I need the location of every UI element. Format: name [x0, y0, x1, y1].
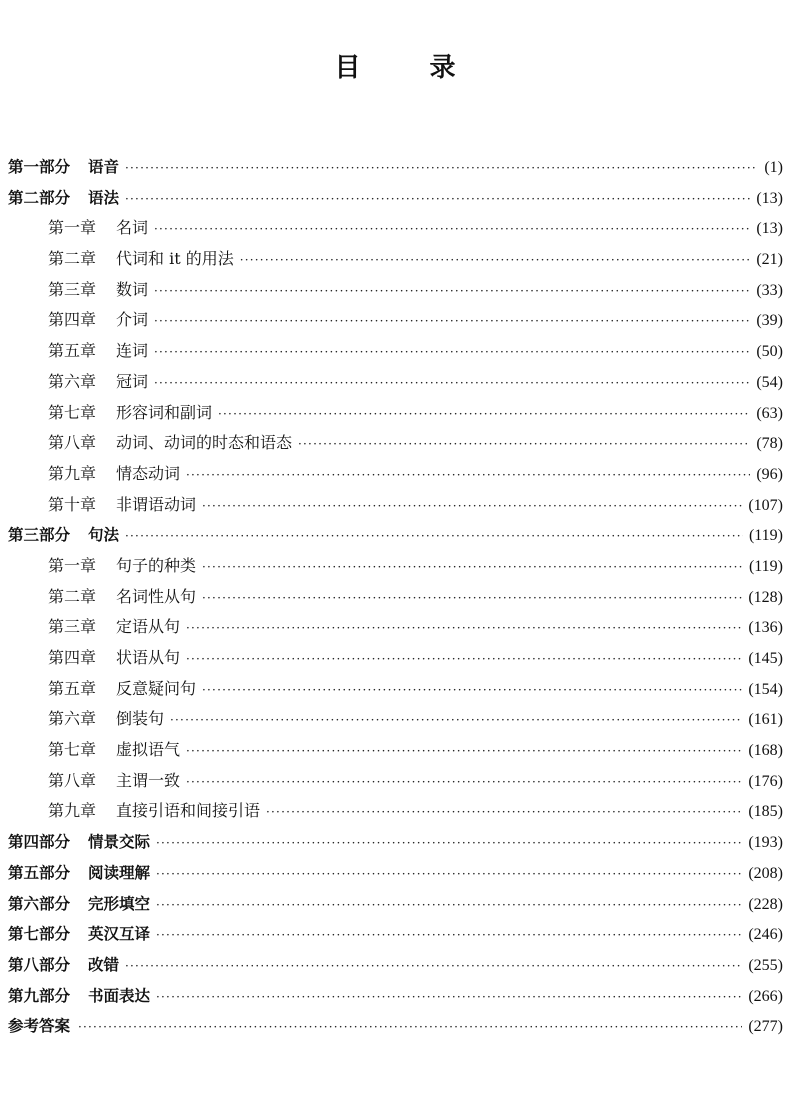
toc-chapter-entry[interactable] — [8, 796, 783, 827]
dot-leader — [186, 767, 742, 798]
chapter-number: 第八章 — [48, 770, 97, 790]
dot-leader — [266, 797, 742, 828]
chapter-number: 第六章 — [48, 371, 97, 391]
chapter-number: 第六章 — [48, 709, 97, 729]
toc-chapter-entry[interactable] — [8, 490, 783, 521]
dot-leader — [186, 613, 742, 644]
page-number: (136) — [748, 619, 783, 637]
dot-leader — [202, 583, 742, 614]
answers-label: 参考答案 — [8, 1017, 71, 1036]
entry-title: 数词 — [116, 279, 149, 299]
entry-title: 阅读理解 — [88, 863, 151, 882]
dot-leader — [156, 920, 742, 951]
dot-leader — [154, 214, 750, 245]
toc-answers-entry[interactable] — [8, 1011, 783, 1042]
entry-title: 虚拟语气 — [116, 740, 181, 760]
toc-chapter-entry[interactable] — [8, 735, 783, 766]
page-number: (145) — [748, 650, 783, 667]
page-number: (176) — [748, 772, 783, 790]
entry-title: 连词 — [116, 341, 149, 361]
part-number: 第一部分 — [8, 158, 71, 176]
toc-chapter-entry[interactable] — [8, 244, 783, 275]
page-number: (119) — [748, 557, 783, 575]
entry-title: 代词和 it 的用法 — [116, 249, 234, 269]
chapter-number: 第五章 — [48, 678, 97, 698]
entry-title: 直接引语和间接引语 — [116, 801, 261, 821]
entry-title: 名词性从句 — [116, 586, 197, 606]
page-number: (246) — [748, 926, 783, 944]
page-number: (128) — [748, 588, 783, 606]
chapter-number: 第二章 — [48, 249, 97, 269]
chapter-number: 第三章 — [48, 617, 97, 637]
entry-title: 介词 — [116, 310, 149, 330]
entry-title: 语音 — [88, 158, 120, 176]
page-number: (21) — [756, 251, 783, 269]
dot-leader — [202, 675, 742, 706]
page-number: (266) — [748, 987, 783, 1005]
dot-leader — [202, 491, 742, 522]
dot-leader — [125, 521, 743, 552]
entry-title: 情态动词 — [116, 463, 181, 483]
chapter-number: 第八章 — [48, 433, 97, 453]
dot-leader — [156, 982, 742, 1013]
chapter-number: 第七章 — [48, 402, 97, 422]
dot-leader — [298, 429, 750, 460]
dot-leader — [78, 1012, 742, 1043]
page-number: (208) — [748, 864, 783, 882]
entry-title: 形容词和副词 — [116, 402, 213, 422]
part-number: 第五部分 — [8, 863, 71, 882]
toc-chapter-entry[interactable] — [8, 213, 783, 244]
toc-chapter-entry[interactable] — [8, 336, 783, 367]
dot-leader — [125, 184, 750, 215]
dot-leader — [170, 705, 742, 736]
part-number: 第七部分 — [8, 925, 71, 944]
page-number: (63) — [756, 404, 783, 422]
dot-leader — [154, 306, 750, 337]
dot-leader — [125, 153, 758, 184]
chapter-number: 第五章 — [48, 341, 97, 361]
entry-title: 非谓语动词 — [116, 494, 197, 514]
part-number: 第三部分 — [8, 526, 71, 545]
part-number: 第八部分 — [8, 955, 71, 974]
entry-title: 改错 — [88, 955, 120, 974]
entry-title: 倒装句 — [116, 709, 165, 729]
entry-title: 情景交际 — [88, 833, 151, 852]
toc-chapter-entry[interactable] — [8, 367, 783, 398]
page-number: (1) — [764, 159, 783, 176]
chapter-number: 第三章 — [48, 279, 97, 299]
entry-title: 英汉互译 — [88, 925, 151, 944]
page-number: (154) — [748, 680, 783, 698]
part-number: 第六部分 — [8, 894, 71, 913]
toc-chapter-entry[interactable] — [8, 704, 783, 735]
entry-title: 动词、动词的时态和语态 — [116, 433, 293, 453]
page-number: (54) — [756, 373, 783, 391]
chapter-number: 第十章 — [48, 494, 97, 514]
page-number: (96) — [756, 465, 783, 483]
toc-part-entry[interactable] — [8, 520, 783, 551]
page-number: (119) — [748, 527, 783, 545]
dot-leader — [186, 736, 742, 767]
toc-part-entry[interactable] — [8, 858, 783, 889]
chapter-number: 第一章 — [48, 218, 97, 238]
part-number: 第九部分 — [8, 986, 71, 1005]
page-number: (193) — [748, 834, 783, 852]
page-number: (168) — [748, 742, 783, 760]
page-number: (107) — [748, 496, 783, 514]
dot-leader — [125, 951, 742, 982]
entry-title: 定语从句 — [116, 617, 181, 637]
toc-chapter-entry[interactable] — [8, 459, 783, 490]
page-number: (50) — [756, 343, 783, 361]
entry-title: 冠词 — [116, 371, 149, 391]
toc-chapter-entry[interactable] — [8, 582, 783, 613]
toc-chapter-entry[interactable] — [8, 398, 783, 429]
toc-chapter-entry[interactable] — [8, 766, 783, 797]
dot-leader — [154, 276, 750, 307]
entry-title: 名词 — [116, 218, 149, 238]
page-number: (185) — [748, 803, 783, 821]
entry-title: 主谓一致 — [116, 770, 181, 790]
toc-chapter-entry[interactable] — [8, 643, 783, 674]
toc-chapter-entry[interactable] — [8, 305, 783, 336]
page-number: (13) — [756, 220, 783, 238]
toc-part-entry[interactable] — [8, 827, 783, 858]
dot-leader — [154, 368, 750, 399]
part-number: 第四部分 — [8, 833, 71, 852]
toc-part-entry[interactable] — [8, 889, 783, 920]
page-number: (255) — [748, 956, 783, 974]
page-number: (39) — [756, 312, 783, 330]
chapter-number: 第一章 — [48, 555, 97, 575]
dot-leader — [202, 552, 743, 583]
table-of-contents — [8, 152, 783, 1042]
toc-chapter-entry[interactable] — [8, 612, 783, 643]
entry-title: 完形填空 — [88, 894, 151, 913]
entry-title: 句法 — [88, 526, 120, 545]
toc-part-entry[interactable] — [8, 981, 783, 1012]
page-number: (33) — [756, 281, 783, 299]
toc-chapter-entry[interactable] — [8, 275, 783, 306]
dot-leader — [156, 890, 742, 921]
page-number: (228) — [748, 895, 783, 913]
dot-leader — [218, 399, 750, 430]
page-number: (13) — [756, 189, 783, 207]
toc-part-entry[interactable] — [8, 183, 783, 214]
dot-leader — [240, 245, 751, 276]
chapter-number: 第九章 — [48, 801, 97, 821]
entry-title: 语法 — [88, 188, 120, 207]
toc-chapter-entry[interactable] — [8, 674, 783, 705]
page-title: 目 录 — [334, 53, 486, 83]
toc-part-entry[interactable] — [8, 152, 783, 183]
entry-title: 书面表达 — [88, 986, 151, 1005]
page-number: (277) — [748, 1018, 783, 1036]
chapter-number: 第九章 — [48, 463, 97, 483]
page-number: (78) — [756, 435, 783, 453]
dot-leader — [156, 828, 742, 859]
chapter-number: 第二章 — [48, 586, 97, 606]
dot-leader — [156, 859, 742, 890]
entry-title: 状语从句 — [116, 648, 181, 667]
chapter-number: 第四章 — [48, 648, 97, 667]
toc-part-entry[interactable] — [8, 919, 783, 950]
page-number: (161) — [748, 711, 783, 729]
dot-leader — [186, 460, 750, 491]
toc-chapter-entry[interactable] — [8, 551, 783, 582]
chapter-number: 第七章 — [48, 740, 97, 760]
entry-title: 反意疑问句 — [116, 678, 197, 698]
dot-leader — [154, 337, 750, 368]
toc-chapter-entry[interactable] — [8, 428, 783, 459]
part-number: 第二部分 — [8, 188, 71, 207]
chapter-number: 第四章 — [48, 310, 97, 330]
entry-title: 句子的种类 — [116, 555, 197, 575]
toc-part-entry[interactable] — [8, 950, 783, 981]
dot-leader — [186, 644, 742, 675]
